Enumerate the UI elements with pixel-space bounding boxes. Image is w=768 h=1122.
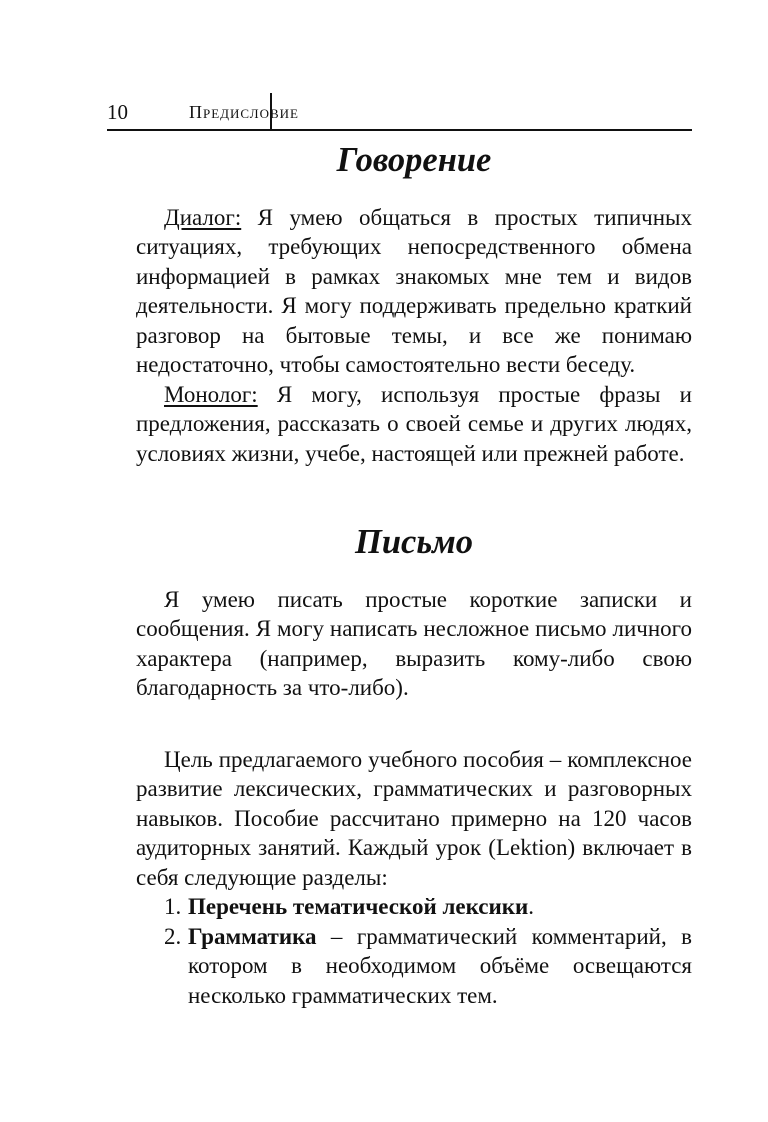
list-item-text: – грамматический комментарий, в котором в необходимом объёме освещаются несколько грамматических тем. (188, 923, 692, 1008)
paragraph-monolog (136, 380, 692, 469)
running-title: Предисловие (189, 102, 299, 122)
paragraph-writing: Я умею писать простые короткие записки и сообщения. Я могу написать несложное письмо личного характера (например, выразить кому-либо свою благодарность за что-либо). (136, 586, 692, 700)
dialog-text: Я умею общаться в простых типичных ситуациях, требующих непосредственного обмена информацией в рамках знакомых мне тем и видов деятельности. Я могу поддерживать предельно краткий разговор на бытовые темы, и все же понимаю недостаточно, чтобы самостоятельно вести беседу. (136, 204, 692, 377)
dialog-label: Диалог: (164, 204, 242, 230)
section-title-speaking: Говорение (336, 141, 492, 179)
list-number: 1. (164, 894, 182, 919)
list-item (136, 922, 692, 1011)
lesson-sections-list (136, 892, 692, 1010)
monolog-label: Монолог: (164, 381, 258, 407)
paragraph-goal: Цель предлагаемого учебного пособия – комплексное развитие лексических, грамматических и разговорных навыков. Пособие рассчитано примерно на 120 часов аудиторных занятий. Каждый урок (Lektion) включает в себя следующие разделы: (136, 746, 692, 890)
header-rule (107, 129, 692, 131)
page-body (136, 141, 692, 1010)
page-number: 10 (107, 100, 128, 124)
list-item-heading: Грамматика (188, 923, 317, 949)
list-item-heading: Перечень тематической лексики (188, 894, 529, 919)
running-header (107, 93, 692, 131)
monolog-text: Я могу, используя простые фразы и предложения, рассказать о своей семье и других людях, условиях жизни, учебе, настоящей или прежней работе. (136, 381, 692, 466)
list-number: 2. (164, 923, 182, 949)
section-title-writing: Письмо (355, 523, 473, 561)
list-item (136, 892, 692, 922)
list-item-text: . (528, 894, 534, 919)
paragraph-dialog (136, 203, 692, 380)
